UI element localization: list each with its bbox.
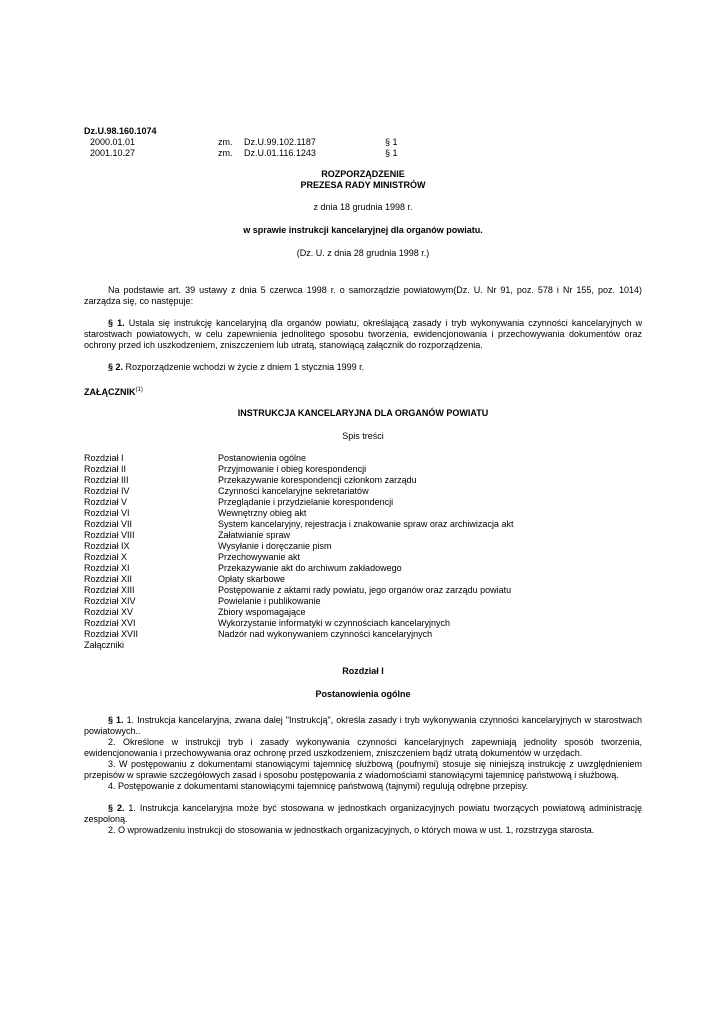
title-line-1: ROZPORZĄDZENIE	[321, 169, 405, 179]
amendment-paragraph: § 1	[385, 137, 398, 147]
toc-row	[84, 607, 642, 618]
toc-chapter-title: Wewnętrzny obieg akt	[218, 508, 307, 518]
toc-chapter-title: Postępowanie z aktami rady powiatu, jego organów oraz zarządu powiatu	[218, 585, 512, 595]
toc-row	[84, 552, 642, 563]
annex-title: INSTRUKCJA KANCELARYJNA DLA ORGANÓW POWIATU	[237, 408, 489, 418]
toc-chapter-number: Rozdział III	[84, 475, 129, 485]
toc-chapter-number: Rozdział VIII	[84, 530, 135, 540]
toc-row	[84, 497, 642, 508]
table-of-contents	[84, 453, 642, 651]
toc-chapter-number: Rozdział XII	[84, 574, 133, 584]
section-2-point-1	[84, 803, 642, 825]
amendment-date: 2000.01.01	[90, 137, 136, 147]
toc-chapter-title: Przeglądanie i przydzielanie korespondencji	[218, 497, 394, 507]
toc-chapter-number: Rozdział XV	[84, 607, 134, 617]
document-page	[84, 126, 642, 836]
toc-chapter-number: Rozdział XIV	[84, 596, 136, 606]
paragraph-2-text: Rozporządzenie wchodzi w życie z dniem 1 stycznia 1999 r.	[123, 362, 365, 372]
toc-chapter-number: Rozdział I	[84, 453, 124, 463]
paragraph-1	[84, 318, 642, 351]
paragraph-1-text: Ustala się instrukcję kancelaryjną dla organów powiatu, określającą zasady i tryb wykonywania czynności kancelaryjnych w starostwach powiatowych, w celu zapewnienia jednolitego sposobu tworzenia, ewidencjonowania i przechowywania dokumentów oraz ochrony przed ich uszkodzeniem, zniszczeniem lub utratą, stanowiącą załącznik do rozporządzenia.	[84, 318, 642, 350]
section-2-point-2: 2. O wprowadzeniu instrukcji do stosowania w jednostkach organizacyjnych, o których mowa w ust. 1, rozstrzyga starosta.	[108, 825, 595, 835]
toc-chapter-number: Rozdział IV	[84, 486, 130, 496]
toc-row	[84, 508, 642, 519]
section-1-point-1	[84, 715, 642, 737]
toc-chapter-title: System kancelaryjny, rejestracja i znakowanie spraw oraz archiwizacja akt	[218, 519, 514, 529]
document-id: Dz.U.98.160.1074	[84, 126, 157, 136]
chapter-1-title: Postanowienia ogólne	[315, 689, 411, 699]
toc-chapter-title: Przyjmowanie i obieg korespondencji	[218, 464, 367, 474]
amendments-list	[84, 137, 642, 159]
amendment-marker: zm.	[218, 137, 233, 147]
section-2-point-1-text: 1. Instrukcja kancelaryjna może być stosowana w jednostkach organizacyjnych powiatu tworzących powiatową administrację zespoloną.	[84, 803, 642, 824]
title-line-2: PREZESA RADY MINISTRÓW	[300, 180, 426, 190]
section-2-label: § 2.	[108, 803, 125, 813]
paragraph-1-label: § 1.	[108, 318, 125, 328]
toc-title: Spis treści	[342, 431, 384, 441]
toc-chapter-number: Rozdział XVII	[84, 629, 139, 639]
toc-row	[84, 486, 642, 497]
toc-row	[84, 574, 642, 585]
toc-chapter-title: Przechowywanie akt	[218, 552, 301, 562]
toc-chapter-number: Rozdział XVI	[84, 618, 136, 628]
annex-label: ZAŁĄCZNIK	[84, 387, 136, 397]
toc-chapter-title: Zbiory wspomagające	[218, 607, 306, 617]
toc-chapter-title: Przekazywanie korespondencji członkom zarządu	[218, 475, 417, 485]
amendment-paragraph: § 1	[385, 148, 398, 158]
toc-chapter-title: Czynności kancelaryjne sekretariatów	[218, 486, 369, 496]
annex-heading	[84, 387, 642, 398]
section-1-point-2: 2. Określone w instrukcji tryb i zasady wykonywania czynności kancelaryjnych zapewniają jednolity sposób tworzenia, ewidencjonowania i przechowywania oraz ochronę przed uszkodzeniem, zniszczeniem bądź utratą dokumentów w urzędach.	[84, 737, 642, 758]
toc-chapter-title: Opłaty skarbowe	[218, 574, 286, 584]
section-1-label: § 1.	[108, 715, 124, 725]
toc-chapter-number: Rozdział IX	[84, 541, 130, 551]
amendment-date: 2001.10.27	[90, 148, 136, 158]
toc-chapter-title: Przekazywanie akt do archiwum zakładowego	[218, 563, 402, 573]
toc-chapter-title: Powielanie i publikowanie	[218, 596, 321, 606]
toc-chapter-title: Nadzór nad wykonywaniem czynności kancelaryjnych	[218, 629, 433, 639]
toc-chapter-number: Rozdział II	[84, 464, 127, 474]
regulation-subject: w sprawie instrukcji kancelaryjnej dla organów powiatu.	[243, 225, 483, 235]
toc-chapter-number: Rozdział VI	[84, 508, 130, 518]
amendment-row	[84, 148, 642, 159]
toc-row	[84, 453, 642, 464]
toc-chapter-number: Rozdział XI	[84, 563, 130, 573]
toc-row	[84, 618, 642, 629]
toc-chapter-title: Załatwianie spraw	[218, 530, 291, 540]
toc-chapter-title: Postanowienia ogólne	[218, 453, 307, 463]
toc-chapter-number: Rozdział XIII	[84, 585, 135, 595]
amendment-reference: Dz.U.01.116.1243	[244, 148, 316, 158]
section-1-point-4: 4. Postępowanie z dokumentami stanowiącymi tajemnicę państwową (tajnymi) regulują odrębne przepisy.	[108, 781, 529, 791]
regulation-date: z dnia 18 grudnia 1998 r.	[313, 202, 413, 212]
toc-row	[84, 530, 642, 541]
toc-chapter-number: Załączniki	[84, 640, 125, 650]
toc-row	[84, 596, 642, 607]
toc-chapter-title: Wykorzystanie informatyki w czynnościach kancelaryjnych	[218, 618, 451, 628]
toc-row	[84, 585, 642, 596]
preamble: Na podstawie art. 39 ustawy z dnia 5 czerwca 1998 r. o samorządzie powiatowym(Dz. U. Nr 91, poz. 578 i Nr 155, poz. 1014) zarządza się, co następuje:	[84, 285, 642, 306]
toc-chapter-number: Rozdział X	[84, 552, 128, 562]
toc-row	[84, 475, 642, 486]
toc-chapter-title: Wysyłanie i doręczanie pism	[218, 541, 332, 551]
amendment-marker: zm.	[218, 148, 233, 158]
toc-row	[84, 464, 642, 475]
paragraph-2-label: § 2.	[108, 362, 124, 372]
toc-chapter-number: Rozdział V	[84, 497, 128, 507]
section-1-point-1-text: 1. Instrukcja kancelaryjna, zwana dalej "Instrukcją", określa zasady i tryb wykonywania czynności kancelaryjnych w starostwach powiatowych..	[84, 715, 643, 736]
amendment-row	[84, 137, 642, 148]
toc-chapter-number: Rozdział VII	[84, 519, 133, 529]
amendment-reference: Dz.U.99.102.1187	[244, 137, 316, 147]
toc-row	[84, 541, 642, 552]
toc-row	[84, 563, 642, 574]
annex-footnote-marker: (1)	[135, 387, 143, 393]
toc-row	[84, 519, 642, 530]
paragraph-2	[84, 362, 642, 373]
toc-row	[84, 629, 642, 640]
section-1-point-3: 3. W postępowaniu z dokumentami stanowiącymi tajemnicę służbową (poufnymi) stosuje się niniejszą instrukcję z uwzględnieniem przepisów w sprawie szczegółowych zasad i sposobu postępowania z wiadomościami stanowiącymi tajemnicę państwową i służbową.	[84, 759, 642, 780]
publication-reference: (Dz. U. z dnia 28 grudnia 1998 r.)	[296, 248, 430, 258]
chapter-1-heading: Rozdział I	[342, 666, 384, 676]
toc-row	[84, 640, 642, 651]
